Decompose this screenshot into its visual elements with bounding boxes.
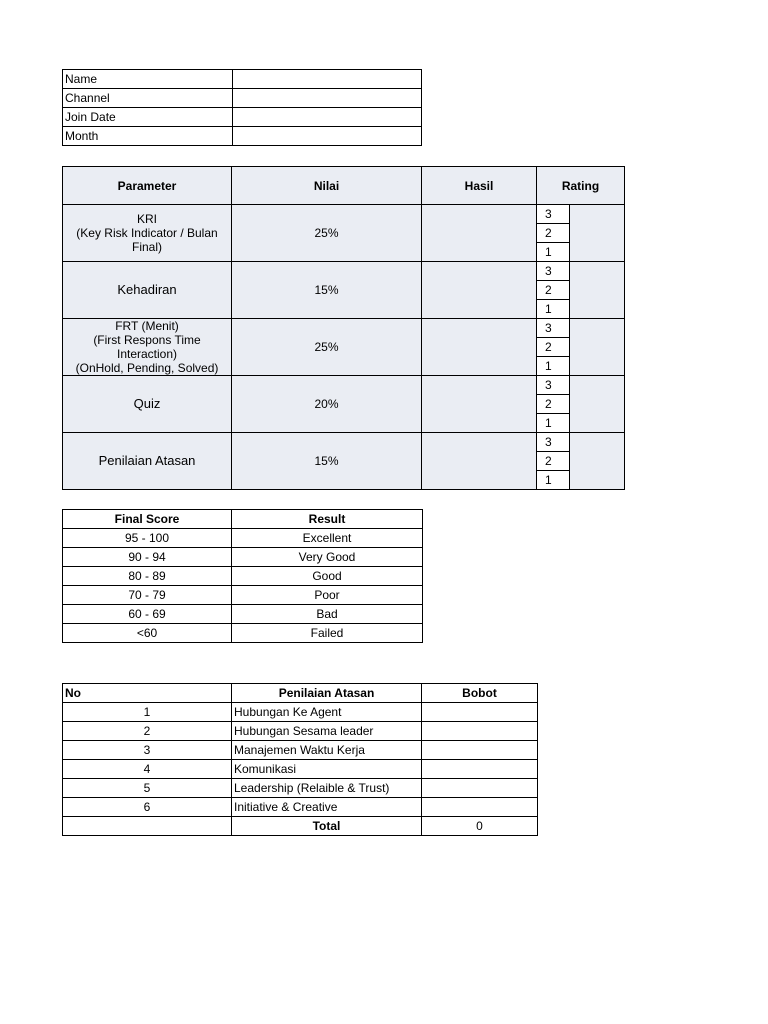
table-row (63, 624, 423, 643)
score-result: Very Good (232, 548, 423, 567)
score-result: Failed (232, 624, 423, 643)
nilai-frt: 25% (232, 319, 422, 376)
info-value-channel[interactable] (233, 89, 422, 108)
header-bobot: Bobot (422, 684, 538, 703)
table-header-row (63, 510, 423, 529)
row-number: 6 (63, 798, 232, 817)
score-range: <60 (63, 624, 232, 643)
table-row (63, 205, 625, 224)
table-row (63, 567, 423, 586)
total-empty-cell (63, 817, 232, 836)
hasil-frt[interactable] (422, 319, 537, 376)
header-hasil: Hasil (422, 167, 537, 205)
info-label-join-date: Join Date (63, 108, 233, 127)
penilaian-atasan-table (62, 683, 538, 836)
rating-option: 2 (537, 452, 570, 471)
table-row (63, 319, 625, 338)
assessment-item: Initiative & Creative (232, 798, 422, 817)
rating-option: 3 (537, 262, 570, 281)
rating-option: 2 (537, 338, 570, 357)
nilai-penilaian-atasan: 15% (232, 433, 422, 490)
parameter-quiz: Quiz (63, 376, 232, 433)
header-final-score: Final Score (63, 510, 232, 529)
table-row (63, 779, 538, 798)
parameter-table (62, 166, 625, 490)
total-value: 0 (422, 817, 538, 836)
score-range: 70 - 79 (63, 586, 232, 605)
hasil-penilaian-atasan[interactable] (422, 433, 537, 490)
info-label-channel: Channel (63, 89, 233, 108)
parameter-frt: FRT (Menit) (First Respons Time Interaction) (OnHold, Pending, Solved) (63, 319, 232, 376)
row-number: 1 (63, 703, 232, 722)
total-label: Total (232, 817, 422, 836)
table-row (63, 605, 423, 624)
table-row (63, 127, 422, 146)
row-number: 3 (63, 741, 232, 760)
header-penilaian-atasan: Penilaian Atasan (232, 684, 422, 703)
hasil-quiz[interactable] (422, 376, 537, 433)
hasil-kri[interactable] (422, 205, 537, 262)
score-result: Excellent (232, 529, 423, 548)
bobot-value[interactable] (422, 703, 538, 722)
table-row (63, 529, 423, 548)
table-header-row (63, 167, 625, 205)
info-value-month[interactable] (233, 127, 422, 146)
nilai-kri: 25% (232, 205, 422, 262)
rating-option: 2 (537, 395, 570, 414)
assessment-item: Manajemen Waktu Kerja (232, 741, 422, 760)
header-no: No (63, 684, 232, 703)
info-label-name: Name (63, 70, 233, 89)
table-row (63, 760, 538, 779)
row-number: 5 (63, 779, 232, 798)
table-row (63, 108, 422, 127)
rating-option: 3 (537, 376, 570, 395)
bobot-value[interactable] (422, 779, 538, 798)
nilai-quiz: 20% (232, 376, 422, 433)
table-row (63, 548, 423, 567)
parameter-penilaian-atasan: Penilaian Atasan (63, 433, 232, 490)
table-row (63, 722, 538, 741)
score-result: Poor (232, 586, 423, 605)
hasil-kehadiran[interactable] (422, 262, 537, 319)
score-result: Bad (232, 605, 423, 624)
rating-option: 3 (537, 433, 570, 452)
rating-value-kri[interactable] (570, 205, 625, 262)
table-row (63, 433, 625, 452)
header-nilai: Nilai (232, 167, 422, 205)
rating-option: 1 (537, 471, 570, 490)
final-score-table (62, 509, 423, 643)
info-value-join-date[interactable] (233, 108, 422, 127)
info-value-name[interactable] (233, 70, 422, 89)
info-label-month: Month (63, 127, 233, 146)
header-result: Result (232, 510, 423, 529)
parameter-kri: KRI (Key Risk Indicator / Bulan Final) (63, 205, 232, 262)
rating-option: 1 (537, 357, 570, 376)
assessment-item: Leadership (Relaible & Trust) (232, 779, 422, 798)
employee-info-table (62, 69, 422, 146)
table-row (63, 89, 422, 108)
row-number: 4 (63, 760, 232, 779)
rating-value-frt[interactable] (570, 319, 625, 376)
row-number: 2 (63, 722, 232, 741)
table-row (63, 741, 538, 760)
total-row (63, 817, 538, 836)
rating-option: 3 (537, 319, 570, 338)
bobot-value[interactable] (422, 741, 538, 760)
assessment-item: Komunikasi (232, 760, 422, 779)
header-rating: Rating (537, 167, 625, 205)
rating-option: 1 (537, 243, 570, 262)
bobot-value[interactable] (422, 760, 538, 779)
table-row (63, 376, 625, 395)
assessment-item: Hubungan Ke Agent (232, 703, 422, 722)
score-range: 60 - 69 (63, 605, 232, 624)
rating-option: 1 (537, 300, 570, 319)
rating-value-kehadiran[interactable] (570, 262, 625, 319)
parameter-kehadiran: Kehadiran (63, 262, 232, 319)
rating-option: 3 (537, 205, 570, 224)
assessment-item: Hubungan Sesama leader (232, 722, 422, 741)
table-row (63, 703, 538, 722)
bobot-value[interactable] (422, 722, 538, 741)
header-parameter: Parameter (63, 167, 232, 205)
rating-value-quiz[interactable] (570, 376, 625, 433)
table-row (63, 262, 625, 281)
score-range: 80 - 89 (63, 567, 232, 586)
score-range: 90 - 94 (63, 548, 232, 567)
rating-option: 2 (537, 281, 570, 300)
nilai-kehadiran: 15% (232, 262, 422, 319)
score-range: 95 - 100 (63, 529, 232, 548)
rating-option: 1 (537, 414, 570, 433)
rating-option: 2 (537, 224, 570, 243)
table-row (63, 798, 538, 817)
table-row (63, 586, 423, 605)
bobot-value[interactable] (422, 798, 538, 817)
rating-value-penilaian-atasan[interactable] (570, 433, 625, 490)
score-result: Good (232, 567, 423, 586)
table-row (63, 70, 422, 89)
table-header-row (63, 684, 538, 703)
